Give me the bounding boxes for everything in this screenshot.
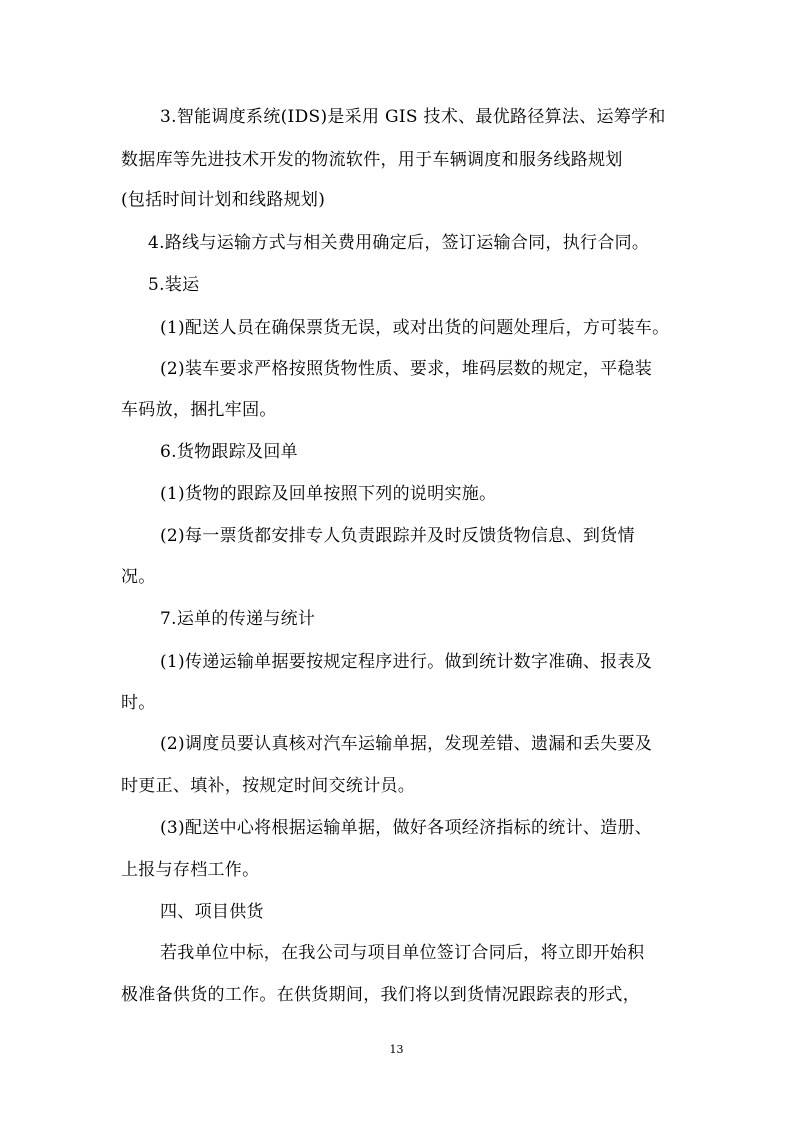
section-heading: 7.运单的传递与统计 (160, 609, 316, 629)
page-number: 13 (389, 1043, 404, 1056)
paragraph-line: 4.路线与运输方式与相关费用确定后，签订运输合同，执行合同。 (148, 233, 650, 253)
paragraph-line: 况。 (121, 567, 156, 587)
paragraph-line: (3)配送中心将根据运输单据，做好各项经济指标的统计、造册、 (160, 818, 653, 838)
paragraph-line: 数据库等先进技术开发的物流软件，用于车辆调度和服务线路规划 (121, 150, 623, 170)
paragraph-line: 车码放，捆扎牢固。 (121, 400, 277, 420)
paragraph-line: (2)调度员要认真核对汽车运输单据，发现差错、遗漏和丢失要及 (160, 734, 653, 754)
section-heading: 四、项目供货 (160, 902, 264, 922)
paragraph-line: 时。 (121, 693, 156, 713)
paragraph-line: 上报与存档工作。 (121, 860, 260, 880)
paragraph-line: (2)装车要求严格按照货物性质、要求，堆码层数的规定，平稳装 (160, 359, 653, 379)
paragraph-line: 时更正、填补，按规定时间交统计员。 (121, 776, 416, 796)
section-heading: 5.装运 (148, 275, 200, 295)
paragraph-line: (1)货物的跟踪及回单按照下列的说明实施。 (160, 484, 497, 504)
paragraph-line: (2)每一票货都安排专人负责跟踪并及时反馈货物信息、到货情 (160, 526, 635, 546)
paragraph-line: 极准备供货的工作。在供货期间，我们将以到货情况跟踪表的形式， (121, 985, 640, 1005)
paragraph-line: (1)配送人员在确保票货无误，或对出货的问题处理后，方可装车。 (160, 318, 670, 338)
paragraph-line: (1)传递运输单据要按规定程序进行。做到统计数字准确、报表及 (160, 652, 653, 672)
paragraph-line: 若我单位中标，在我公司与项目单位签订合同后，将立即开始积 (160, 943, 645, 963)
paragraph-line: 3.智能调度系统(IDS)是采用 GIS 技术、最优路径算法、运筹学和 (160, 107, 666, 127)
paragraph-line: (包括时间计划和线路规划) (121, 190, 326, 210)
section-heading: 6.货物跟踪及回单 (160, 442, 298, 462)
